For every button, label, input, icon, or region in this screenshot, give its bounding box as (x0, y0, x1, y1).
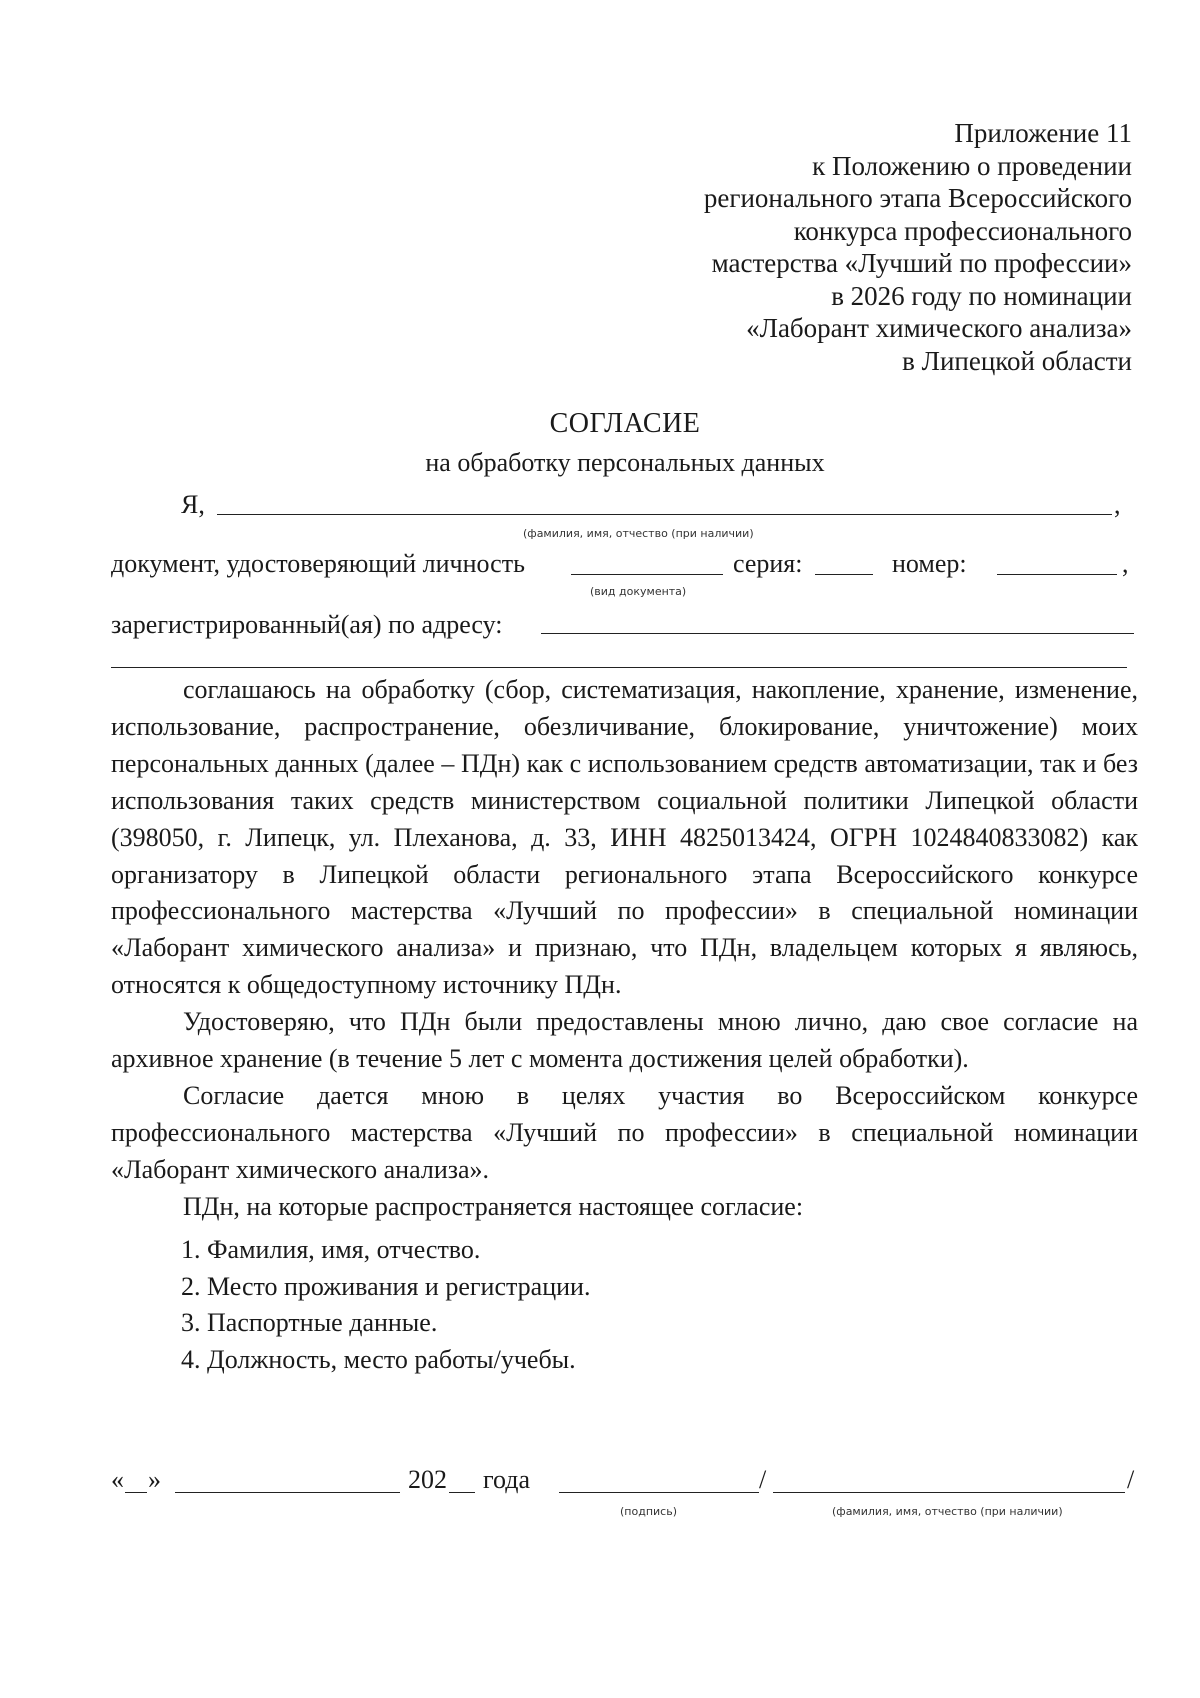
list-item: 3. Паспортные данные. (181, 1308, 438, 1337)
annex-line: Приложение 11 (954, 118, 1132, 148)
address-field-continuation[interactable] (111, 667, 1127, 668)
annex-header (704, 117, 1132, 377)
series-label: серия: (733, 549, 803, 578)
doc-end-comma: , (1122, 549, 1129, 578)
quote-open: « (111, 1465, 124, 1494)
month-field[interactable] (175, 1492, 400, 1493)
i-end-comma: , (1114, 490, 1121, 519)
list-item: 2. Место проживания и регистрации. (181, 1271, 591, 1301)
fio-caption: (фамилия, имя, отчество (при наличии) (523, 527, 754, 540)
slash-end: / (1127, 1465, 1135, 1494)
consent-body (111, 672, 1138, 1226)
annex-line: в Липецкой области (902, 345, 1132, 376)
number-field[interactable] (997, 574, 1117, 575)
list-item: 4. Должность, место работы/учебы. (181, 1344, 576, 1374)
doc-label: документ, удостоверяющий личность (111, 549, 525, 578)
annex-line: к Положению о проведении (812, 150, 1132, 181)
number-label: номер: (892, 549, 967, 578)
fio-field[interactable] (217, 514, 1112, 515)
year-field[interactable] (449, 1492, 475, 1493)
signer-fio-caption: (фамилия, имя, отчество (при наличии) (832, 1505, 1063, 1518)
slash: / (759, 1465, 767, 1494)
annex-line: регионального этапа Всероссийского (703, 183, 1132, 213)
series-field[interactable] (815, 574, 873, 575)
i-label: Я, (181, 490, 205, 519)
address-label: зарегистрированный(ая) по адресу: (111, 610, 503, 639)
signature-caption: (подпись) (620, 1505, 677, 1518)
signer-fio-field[interactable] (773, 1492, 1125, 1493)
list-item: 1. Фамилия, имя, отчество. (181, 1235, 481, 1264)
purpose-paragraph: Согласие дается мною в целях участия во Всероссийском конкурсе профессионального мастерства «Лучший по профессии» в специальной номинации «Лаборант химического анализа». (111, 1080, 1138, 1184)
pd-list (181, 1232, 590, 1378)
year-word: года (483, 1465, 531, 1494)
document-title: СОГЛАСИЕ (549, 408, 701, 439)
archive-paragraph: Удостоверяю, что ПДн были предоставлены мною лично, даю свое согласие на архивное хранение (в течение 5 лет с момента достижения целей обработки). (111, 1007, 1138, 1074)
doc-type-field[interactable] (571, 574, 723, 575)
doc-type-caption: (вид документа) (590, 585, 687, 598)
annex-line: «Лаборант химического анализа» (746, 313, 1132, 343)
annex-line: конкурса профессионального (793, 215, 1132, 246)
document-subtitle: на обработку персональных данных (425, 448, 825, 477)
address-field[interactable] (541, 633, 1134, 634)
quote-close: » (148, 1465, 161, 1494)
consent-paragraph: соглашаюсь на обработку (сбор, систематизация, накопление, хранение, изменение, использование, распространение, обезличивание, блокирование, уничтожение) моих персональных данных (далее – ПДн) как с использованием средств автоматизации, так и без использования таких средств министерством социальной политики Липецкой области (398050, г. Липецк, ул. Плеханова, д. 33, ИНН 4825013424, ОГРН 1024840833082) как организатору в Липецкой области регионального этапа Всероссийского конкурсе профессионального мастерства «Лучший по профессии» в специальной номинации «Лаборант химического анализа» и признаю, что ПДн, владельцем которых я являюсь, относятся к общедоступному источнику ПДн. (111, 675, 1138, 1000)
day-field[interactable] (125, 1492, 147, 1493)
scope-paragraph: ПДн, на которые распространяется настоящее согласие: (183, 1191, 804, 1221)
year-prefix: 202 (408, 1465, 447, 1494)
annex-line: в 2026 году по номинации (831, 280, 1132, 311)
annex-line: мастерства «Лучший по профессии» (711, 248, 1132, 278)
signature-field[interactable] (559, 1492, 759, 1493)
